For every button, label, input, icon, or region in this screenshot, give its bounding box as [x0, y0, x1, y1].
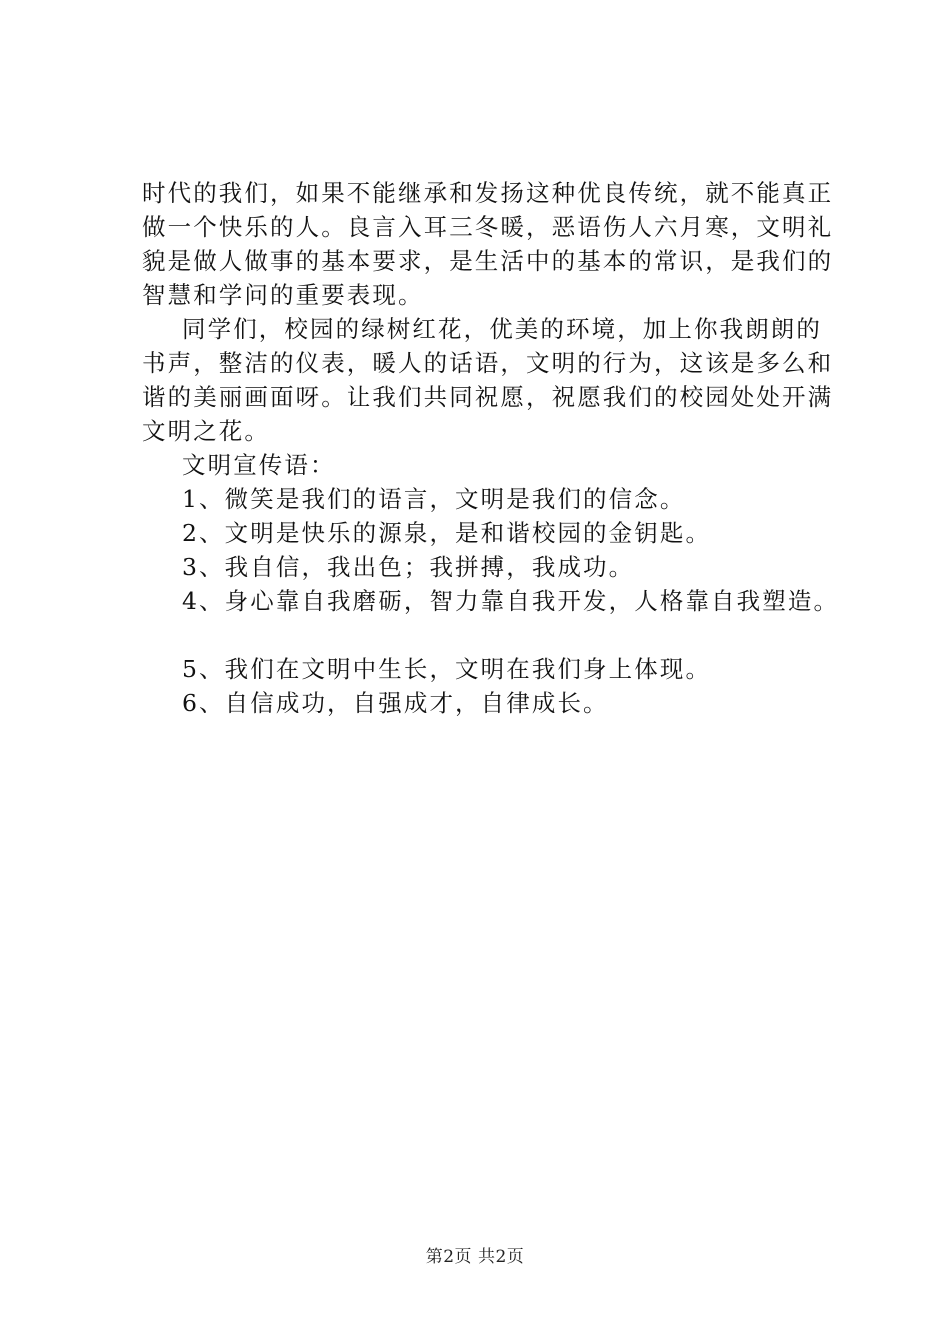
- slogan-item: 1、微笑是我们的语言，文明是我们的信念。: [182, 485, 686, 513]
- slogan-item: 6、自信成功，自强成才，自律成长。: [182, 689, 609, 717]
- slogan-item: 4、身心靠自我磨砺，智力靠自我开发，人格靠自我塑造。: [182, 587, 840, 615]
- paragraph-line: 谐的美丽画面呀。让我们共同祝愿，祝愿我们的校园处处开满: [142, 383, 834, 411]
- page-number-footer: 第2页 共2页: [425, 1247, 525, 1267]
- slogan-heading: 文明宣传语：: [182, 451, 336, 479]
- paragraph-line: 做一个快乐的人。良言入耳三冬暖，恶语伤人六月寒，文明礼: [142, 213, 834, 241]
- document-body: [142, 176, 840, 720]
- paragraph-line: 文明之花。: [142, 417, 270, 445]
- slogan-item: 5、我们在文明中生长，文明在我们身上体现。: [182, 655, 712, 683]
- paragraph-line: 时代的我们，如果不能继承和发扬这种优良传统，就不能真正: [142, 179, 834, 207]
- paragraph-line: 貌是做人做事的基本要求，是生活中的基本的常识，是我们的: [142, 247, 834, 275]
- paragraph-line: 书声，整洁的仪表，暖人的话语，文明的行为，这该是多么和: [142, 349, 834, 377]
- blank-line: [142, 618, 832, 652]
- paragraph-line: 同学们，校园的绿树红花，优美的环境，加上你我朗朗的: [182, 315, 822, 343]
- paragraph-line: 智慧和学问的重要表现。: [142, 281, 424, 309]
- slogan-item: 3、我自信，我出色；我拼搏，我成功。: [182, 553, 635, 581]
- slogan-item: 2、文明是快乐的源泉，是和谐校园的金钥匙。: [182, 519, 712, 547]
